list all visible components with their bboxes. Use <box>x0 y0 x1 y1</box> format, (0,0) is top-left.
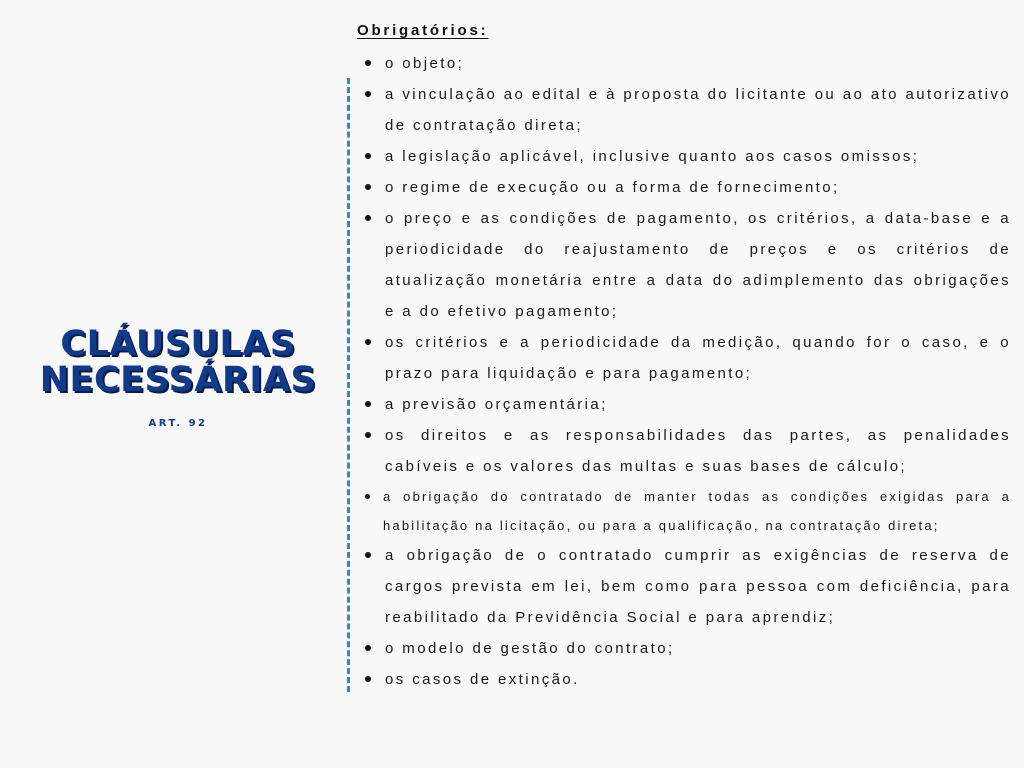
list-item: os casos de extinção. <box>357 664 1011 695</box>
list-item: a obrigação de o contratado cumprir as exigências de reserva de cargos prevista em lei, bem como para pessoa com deficiência, para reabilitado da Previdência Social e para aprendiz; <box>357 540 1011 633</box>
list-item: a obrigação do contratado de manter todas as condições exigidas para a habilitação na licitação, ou para a qualificação, na contratação direta; <box>357 482 1011 540</box>
article-subtitle: ART. 92 <box>148 418 208 429</box>
title-block <box>0 326 356 429</box>
clauses-section <box>357 18 1011 695</box>
list-item: os critérios e a periodicidade da medição, quando for o caso, e o prazo para liquidação e para pagamento; <box>357 327 1011 389</box>
list-item: a legislação aplicável, inclusive quanto aos casos omissos; <box>357 141 1011 172</box>
list-item: o preço e as condições de pagamento, os critérios, a data-base e a periodicidade do reajustamento de preços e os critérios de atualização monetária entre a data do adimplemento das obrigações e a do efetivo pagamento; <box>357 203 1011 327</box>
list-item: o regime de execução ou a forma de fornecimento; <box>357 172 1011 203</box>
main-title: CLÁUSULAS NECESSÁRIAS <box>39 324 317 400</box>
list-item: a previsão orçamentária; <box>357 389 1011 420</box>
section-heading: Obrigatórios: <box>357 22 489 39</box>
list-item: o modelo de gestão do contrato; <box>357 633 1011 664</box>
dashed-divider <box>347 78 350 692</box>
list-item: o objeto; <box>357 48 1011 79</box>
list-item: os direitos e as responsabilidades das partes, as penalidades cabíveis e os valores das multas e suas bases de cálculo; <box>357 420 1011 482</box>
clauses-list <box>357 48 1011 695</box>
list-item: a vinculação ao edital e à proposta do licitante ou ao ato autorizativo de contratação direta; <box>357 79 1011 141</box>
